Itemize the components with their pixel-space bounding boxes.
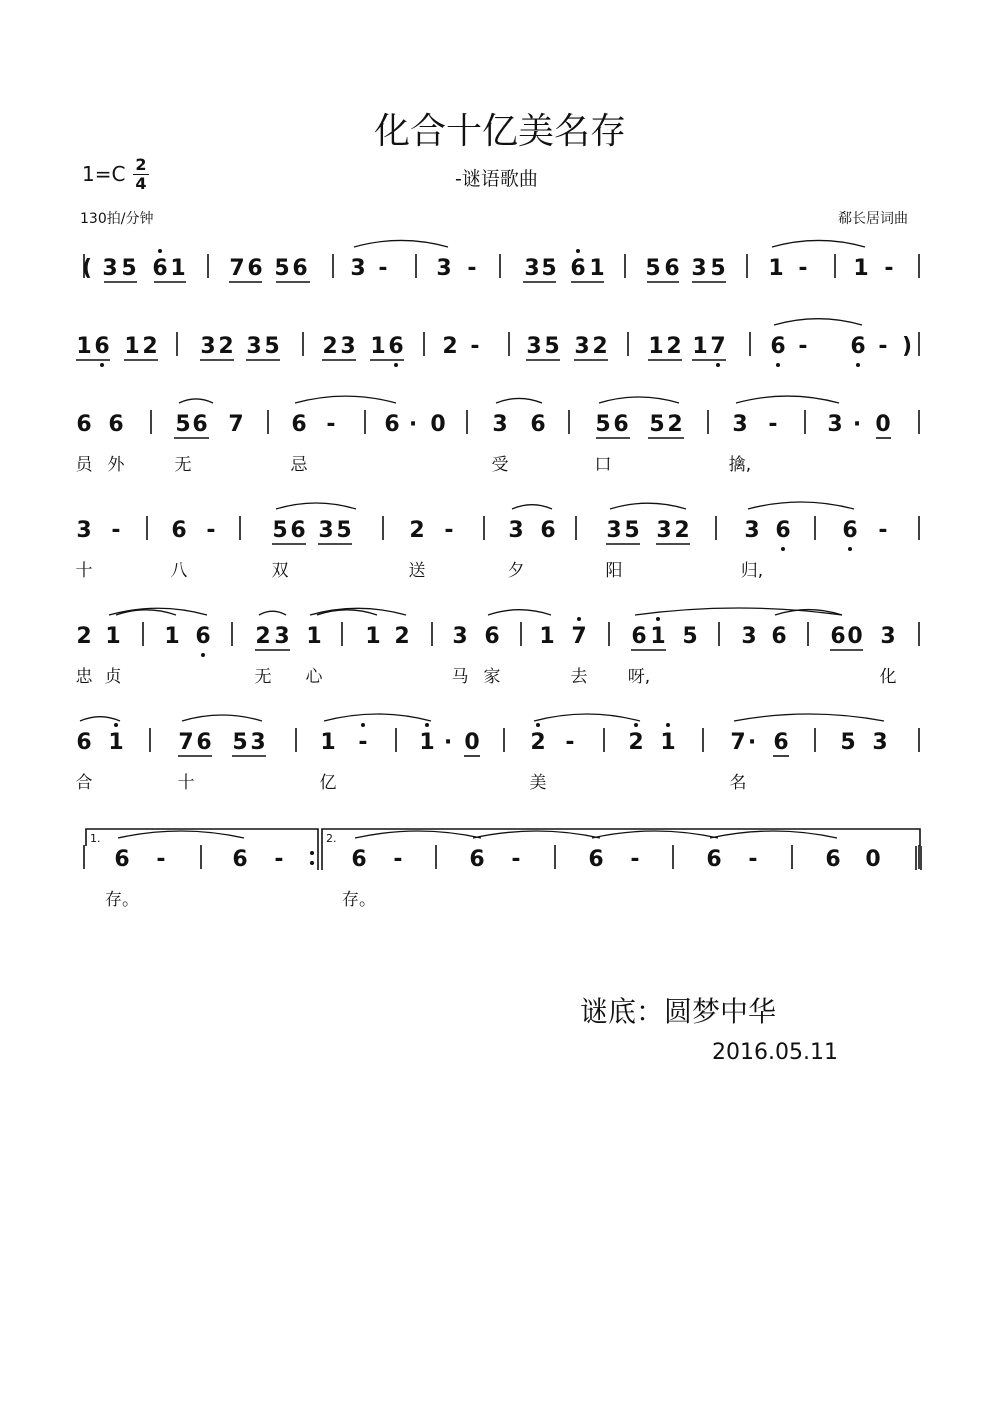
note-3-5: 7	[228, 412, 244, 437]
octave-dot-high	[577, 617, 581, 621]
slur-arc	[610, 503, 686, 509]
note-5-9: 2	[394, 624, 410, 649]
lyric-3-5: 受	[491, 455, 509, 475]
slur-arc	[324, 714, 431, 721]
note-6-5: 5	[232, 730, 248, 755]
note-4-4: -	[206, 518, 216, 543]
octave-dot-high	[656, 617, 660, 621]
tempo-marking: 130拍/分钟	[80, 211, 154, 227]
lyric-6-5: 名	[729, 773, 747, 793]
note-5-6: 3	[274, 624, 290, 649]
note-1-2: 3	[102, 256, 118, 281]
octave-dot-high	[634, 723, 638, 727]
note-6-18: 6	[773, 730, 789, 755]
note-7-7: 6	[469, 847, 485, 872]
composer-credit: 郗长居词曲	[838, 211, 908, 227]
slur-arc	[736, 396, 839, 403]
slur-arc	[276, 503, 356, 509]
note-6-4: 6	[196, 730, 212, 755]
note-6-1: 6	[76, 730, 92, 755]
note-3-7: -	[326, 412, 336, 437]
slur-arc	[109, 608, 207, 615]
note-2-17: 3	[574, 334, 590, 359]
note-5-1: 2	[76, 624, 92, 649]
note-4-11: 3	[508, 518, 524, 543]
note-6-9: 1	[419, 730, 435, 755]
lyric-5-1: 忠	[75, 667, 93, 687]
note-2-20: 2	[666, 334, 682, 359]
note-5-19: 6	[830, 624, 846, 649]
slur-arc	[179, 399, 213, 403]
note-2-5: 3	[200, 334, 216, 359]
note-7-10: -	[630, 847, 640, 872]
lyric-5-7: 去	[570, 667, 588, 687]
note-4-9: 2	[409, 518, 425, 543]
note-1-18: 5	[645, 256, 661, 281]
note-1-6: 7	[229, 256, 245, 281]
slur-arc	[80, 717, 120, 721]
note-1-15: 5	[541, 256, 557, 281]
note-3-3: 5	[175, 412, 191, 437]
note-3-8: 6	[384, 412, 400, 437]
note-2-3: 1	[124, 334, 140, 359]
note-1-24: 1	[853, 256, 869, 281]
note-1-10: 3	[350, 256, 366, 281]
volta-label-1: 1.	[90, 832, 101, 845]
note-5-8: 1	[365, 624, 381, 649]
octave-dot-high	[425, 723, 429, 727]
note-2-6: 2	[218, 334, 234, 359]
note-7-9: 6	[588, 847, 604, 872]
note-2-18: 2	[592, 334, 608, 359]
repeat-dot	[310, 851, 314, 855]
slur-arc	[259, 611, 286, 615]
note-5-17: 3	[741, 624, 757, 649]
slur-arc	[599, 397, 679, 403]
lyric-5-2: 贞	[104, 667, 122, 687]
note-6-7: 1	[320, 730, 336, 755]
note-4-19: 6	[842, 518, 858, 543]
lyric-5-3: 无	[254, 667, 272, 687]
slur-arc	[295, 396, 396, 403]
note-1-14: 3	[524, 256, 540, 281]
note-3-11: 3	[492, 412, 508, 437]
lyric-3-6: 口	[594, 455, 612, 475]
note-4-16: 2	[674, 518, 690, 543]
note-2-21: 1	[692, 334, 708, 359]
note-6-17: ·	[747, 730, 757, 755]
lyric-4-3: 双	[271, 561, 289, 581]
note-5-5: 2	[255, 624, 271, 649]
note-2-23: 6	[770, 334, 786, 359]
octave-dot-low	[100, 363, 104, 367]
note-2-27: )	[901, 334, 913, 359]
octave-dot-high	[158, 249, 162, 253]
lyric-3-3: 无	[174, 455, 192, 475]
note-2-16: 5	[544, 334, 560, 359]
note-3-16: 2	[667, 412, 683, 437]
note-4-18: 6	[775, 518, 791, 543]
slur-arc	[355, 831, 481, 838]
note-3-12: 6	[530, 412, 546, 437]
note-5-7: 1	[306, 624, 322, 649]
lyric-6-1: 合	[75, 773, 93, 793]
note-2-22: 7	[710, 334, 726, 359]
slur-arc	[748, 502, 854, 509]
octave-dot-low	[394, 363, 398, 367]
note-4-2: -	[111, 518, 121, 543]
note-3-1: 6	[76, 412, 92, 437]
note-3-2: 6	[108, 412, 124, 437]
note-2-26: -	[878, 334, 888, 359]
octave-dot-low	[856, 363, 860, 367]
note-4-13: 3	[606, 518, 622, 543]
note-2-8: 5	[264, 334, 280, 359]
note-1-21: 5	[710, 256, 726, 281]
note-1-19: 6	[664, 256, 680, 281]
note-1-8: 5	[274, 256, 290, 281]
time-signature-bottom: 4	[135, 174, 147, 193]
note-1-13: -	[467, 256, 477, 281]
octave-dot-low	[201, 653, 205, 657]
note-1-25: -	[884, 256, 894, 281]
octave-dot-low	[781, 547, 785, 551]
note-6-3: 7	[178, 730, 194, 755]
slur-arc	[774, 319, 862, 325]
note-5-20: 0	[847, 624, 863, 649]
lyric-4-1: 十	[75, 561, 93, 581]
lyric-4-7: 归,	[740, 561, 764, 581]
note-2-2: 6	[94, 334, 110, 359]
note-2-15: 3	[526, 334, 542, 359]
lyric-5-4: 心	[305, 667, 323, 687]
riddle-answer: 谜底：圆梦中华	[580, 995, 777, 1028]
note-4-17: 3	[744, 518, 760, 543]
note-2-25: 6	[850, 334, 866, 359]
slur-arc	[534, 714, 640, 721]
note-2-1: 1	[76, 334, 92, 359]
lyric-6-3: 亿	[319, 773, 337, 793]
octave-dot-high	[536, 723, 540, 727]
note-6-11: 0	[464, 730, 480, 755]
note-1-11: -	[378, 256, 388, 281]
note-1-12: 3	[436, 256, 452, 281]
note-3-20: ·	[852, 412, 862, 437]
note-4-3: 6	[171, 518, 187, 543]
note-7-2: -	[156, 847, 166, 872]
note-5-18: 6	[771, 624, 787, 649]
note-5-10: 3	[452, 624, 468, 649]
slur-arc	[354, 240, 448, 247]
octave-dot-high	[666, 723, 670, 727]
note-7-14: 0	[865, 847, 881, 872]
note-1-3: 5	[121, 256, 137, 281]
note-5-2: 1	[105, 624, 121, 649]
note-6-14: 2	[628, 730, 644, 755]
note-4-7: 3	[318, 518, 334, 543]
note-7-5: 6	[351, 847, 367, 872]
note-5-11: 6	[484, 624, 500, 649]
note-5-14: 6	[631, 624, 647, 649]
note-2-11: 1	[370, 334, 386, 359]
note-2-7: 3	[246, 334, 262, 359]
note-5-3: 1	[164, 624, 180, 649]
octave-dot-low	[848, 547, 852, 551]
lyric-5-5: 马	[451, 667, 469, 687]
note-3-17: 3	[732, 412, 748, 437]
note-1-20: 3	[691, 256, 707, 281]
lyric-5-9: 化	[879, 667, 897, 687]
lyric-7-1: 存。	[105, 890, 139, 910]
note-6-6: 3	[250, 730, 266, 755]
note-1-1: (	[81, 256, 93, 281]
slur-arc	[118, 831, 244, 838]
lyric-3-4: 忌	[290, 455, 308, 475]
slur-arc	[772, 240, 865, 247]
lyric-5-8: 呀,	[627, 667, 651, 687]
note-5-16: 5	[682, 624, 698, 649]
note-1-5: 1	[170, 256, 186, 281]
note-3-13: 5	[595, 412, 611, 437]
lyric-3-1: 员	[75, 455, 93, 475]
note-6-19: 5	[840, 730, 856, 755]
note-3-15: 5	[649, 412, 665, 437]
note-6-10: ·	[443, 730, 453, 755]
note-7-6: -	[393, 847, 403, 872]
octave-dot-low	[776, 363, 780, 367]
note-7-13: 6	[825, 847, 841, 872]
song-title: 化合十亿美名存	[373, 111, 626, 152]
note-4-14: 5	[624, 518, 640, 543]
octave-dot-high	[114, 723, 118, 727]
slur-arc	[734, 714, 884, 721]
note-5-15: 1	[650, 624, 666, 649]
slur-arc	[512, 505, 552, 509]
note-2-9: 2	[322, 334, 338, 359]
note-2-4: 2	[142, 334, 158, 359]
lyric-5-6: 家	[483, 667, 501, 687]
slur-arc	[310, 608, 406, 615]
note-1-9: 6	[292, 256, 308, 281]
note-1-22: 1	[768, 256, 784, 281]
lyric-7-2: 存。	[342, 890, 376, 910]
note-4-20: -	[878, 518, 888, 543]
lyric-3-2: 外	[107, 455, 125, 475]
note-2-24: -	[798, 334, 808, 359]
note-1-23: -	[798, 256, 808, 281]
slur-arc	[592, 831, 718, 838]
lyric-6-4: 美	[529, 773, 547, 793]
note-7-4: -	[274, 847, 284, 872]
slur-arc	[182, 715, 262, 721]
note-6-20: 3	[872, 730, 888, 755]
note-2-14: -	[470, 334, 480, 359]
note-5-4: 6	[195, 624, 211, 649]
note-7-1: 6	[114, 847, 130, 872]
note-1-4: 6	[152, 256, 168, 281]
note-3-9: ·	[408, 412, 418, 437]
note-3-6: 6	[291, 412, 307, 437]
octave-dot-high	[576, 249, 580, 253]
note-1-7: 6	[247, 256, 263, 281]
note-4-12: 6	[540, 518, 556, 543]
octave-dot-low	[716, 363, 720, 367]
note-2-12: 6	[388, 334, 404, 359]
lyric-4-4: 送	[408, 561, 426, 581]
song-subtitle: -谜语歌曲	[455, 168, 538, 190]
note-7-3: 6	[232, 847, 248, 872]
lyric-4-5: 夕	[507, 561, 525, 581]
note-4-15: 3	[656, 518, 672, 543]
note-7-12: -	[748, 847, 758, 872]
note-3-14: 6	[613, 412, 629, 437]
note-2-13: 2	[442, 334, 458, 359]
slur-arc	[317, 610, 377, 615]
lyric-4-2: 八	[170, 561, 188, 581]
note-7-8: -	[511, 847, 521, 872]
note-4-5: 5	[272, 518, 288, 543]
note-2-19: 1	[648, 334, 664, 359]
note-6-8: -	[358, 730, 368, 755]
key-signature: 1=C	[82, 162, 126, 186]
note-6-13: -	[565, 730, 575, 755]
octave-dot-high	[361, 723, 365, 727]
date-stamp: 2016.05.11	[712, 1040, 838, 1065]
note-3-18: -	[768, 412, 778, 437]
slur-arc	[488, 610, 551, 615]
note-3-21: 0	[875, 412, 891, 437]
note-4-10: -	[444, 518, 454, 543]
note-3-19: 3	[827, 412, 843, 437]
slur-arc	[116, 610, 176, 615]
repeat-dot	[310, 861, 314, 865]
note-4-6: 6	[290, 518, 306, 543]
note-1-16: 6	[570, 256, 586, 281]
note-3-4: 6	[192, 412, 208, 437]
lyric-6-2: 十	[177, 773, 195, 793]
slur-arc	[710, 831, 837, 838]
slur-arc	[496, 398, 542, 403]
note-6-16: 7	[730, 730, 746, 755]
note-5-13: 7	[571, 624, 587, 649]
note-6-15: 1	[660, 730, 676, 755]
lyric-4-6: 阳	[605, 561, 623, 581]
note-4-8: 5	[336, 518, 352, 543]
slur-arc	[473, 831, 600, 838]
note-3-10: 0	[430, 412, 446, 437]
time-signature-top: 2	[133, 156, 149, 175]
note-6-2: 1	[108, 730, 124, 755]
note-6-12: 2	[530, 730, 546, 755]
volta-label-2: 2.	[326, 832, 337, 845]
note-1-17: 1	[589, 256, 605, 281]
note-5-21: 3	[880, 624, 896, 649]
note-4-1: 3	[76, 518, 92, 543]
lyric-3-7: 擒,	[728, 455, 752, 475]
note-5-12: 1	[539, 624, 555, 649]
note-7-11: 6	[706, 847, 722, 872]
note-2-10: 3	[340, 334, 356, 359]
